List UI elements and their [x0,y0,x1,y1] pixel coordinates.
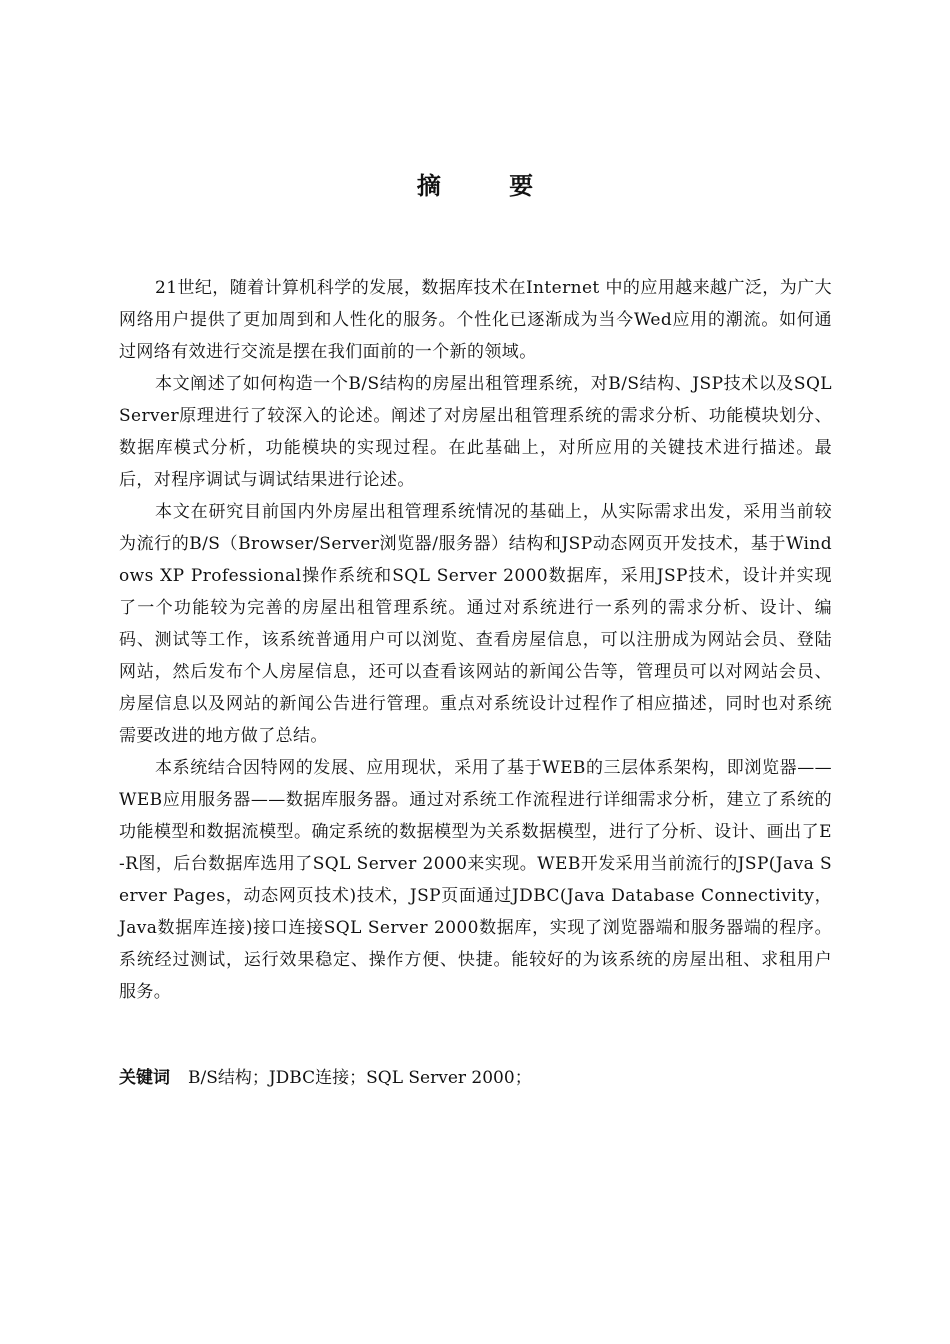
abstract-paragraph-4: 本系统结合因特网的发展、应用现状，采用了基于WEB的三层体系架构，即浏览器——WEB应用服务器——数据库服务器。通过对系统工作流程进行详细需求分析，建立了系统的功能模型和数据流模型。确定系统的数据模型为关系数据模型，进行了分析、设计、画出了E-R图，后台数据库选用了SQL Server 2000来实现。WEB开发采用当前流行的JSP(Java Server Pages，动态网页技术)技术，JSP页面通过JDBC(Java Database Connectivity，Java数据库连接)接口连接SQL Server 2000数据库，实现了浏览器端和服务器端的程序。系统经过测试，运行效果稳定、操作方便、快捷。能较好的为该系统的房屋出租、求租用户服务。 [119,758,832,1002]
keywords-line [119,1065,832,1091]
abstract-title: 摘 要 [416,172,564,200]
abstract-body [119,272,832,1008]
abstract-paragraph-2: 本文阐述了如何构造一个B/S结构的房屋出租管理系统，对B/S结构、JSP技术以及SQL Server原理进行了较深入的论述。阐述了对房屋出租管理系统的需求分析、功能模块划分、数据库模式分析，功能模块的实现过程。在此基础上，对所应用的关键技术进行描述。最后，对程序调试与调试结果进行论述。 [119,374,832,490]
abstract-paragraph-1: 21世纪，随着计算机科学的发展，数据库技术在Internet 中的应用越来越广泛，为广大网络用户提供了更加周到和人性化的服务。个性化已逐渐成为当今Wed应用的潮流。如何通过网络有效进行交流是摆在我们面前的一个新的领域。 [119,278,832,362]
keywords-label: 关键词 [119,1068,170,1088]
keywords-text: B/S结构；JDBC连接；SQL Server 2000； [188,1068,532,1088]
abstract-paragraph-3: 本文在研究目前国内外房屋出租管理系统情况的基础上，从实际需求出发，采用当前较为流行的B/S（Browser/Server浏览器/服务器）结构和JSP动态网页开发技术，基于Windows XP Professional操作系统和SQL Server 2000数据库，采用JSP技术，设计并实现了一个功能较为完善的房屋出租管理系统。通过对系统进行一系列的需求分析、设计、编码、测试等工作，该系统普通用户可以浏览、查看房屋信息，可以注册成为网站会员、登陆网站，然后发布个人房屋信息，还可以查看该网站的新闻公告等，管理员可以对网站会员、房屋信息以及网站的新闻公告进行管理。重点对系统设计过程作了相应描述，同时也对系统需要改进的地方做了总结。 [119,502,832,746]
